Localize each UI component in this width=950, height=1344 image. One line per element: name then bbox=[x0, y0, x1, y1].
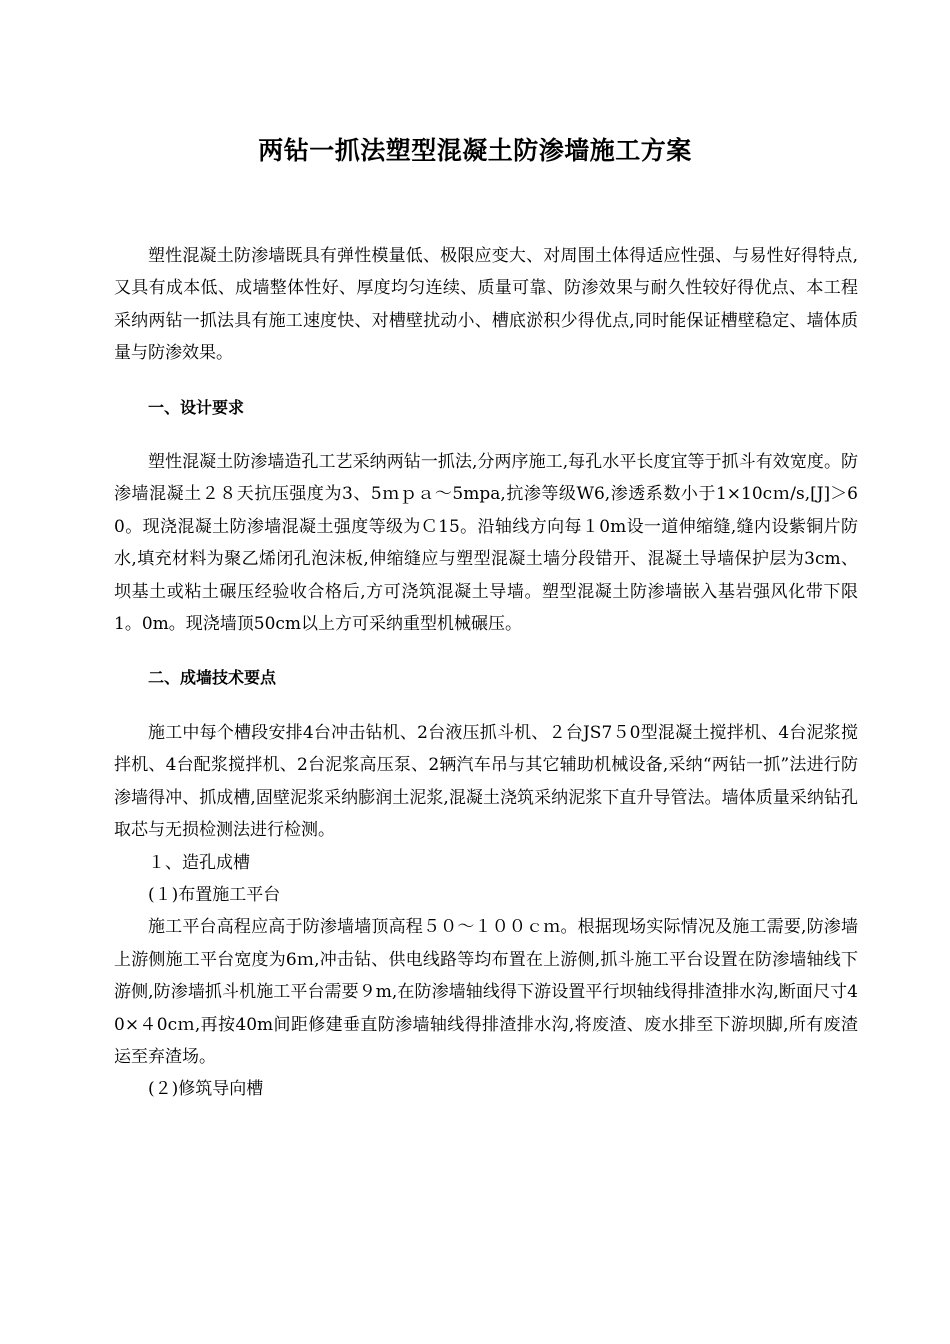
intro-paragraph: 塑性混凝土防渗墙既具有弹性模量低、极限应变大、对周围土体得适应性强、与易性好得特点,又具有成本低、成墙整体性好、厚度均匀连续、质量可靠、防渗效果与耐久性较好得优点、本工程采纳两钻一抓法具有施工速度快、对槽壁扰动小、槽底淤积少得优点,同时能保证槽壁稳定、墙体质量与防渗效果。 bbox=[114, 246, 858, 364]
design-requirements-paragraph: 塑性混凝土防渗墙造孔工艺采纳两钻一抓法,分两序施工,每孔水平长度宜等于抓斗有效宽度。防渗墙混凝土２８天抗压强度为3、5ｍｐａ～5mpa,抗渗等级W6,渗透系数小于1×10cｍ/s,[J]＞60。现浇混凝土防渗墙混凝土强度等级为Ｃ15。沿轴线方向每１0m设一道伸缩缝,缝内设紫铜片防水,填充材料为聚乙烯闭孔泡沫板,伸缩缝应与塑型混凝土墙分段错开、混凝土导墙保护层为3cm、坝基土或粘土碾压经验收合格后,方可浇筑混凝土导墙。塑型混凝土防渗墙嵌入基岩强风化带下限1。0m。现浇墙顶50cm以上方可采纳重型机械碾压。 bbox=[114, 452, 858, 635]
subsection-drilling: １、造孔成槽 bbox=[148, 852, 250, 873]
platform-paragraph: 施工平台高程应高于防渗墙墙顶高程５０～１００ｃｍ。根据现场实际情况及施工需要,防渗墙上游侧施工平台宽度为6ｍ,冲击钻、供电线路等均布置在上游侧,抓斗施工平台设置在防渗墙轴线下游侧,防渗墙抓斗机施工平台需要９m,在防渗墙轴线得下游设置平行坝轴线得排渣排水沟,断面尺寸40×４0cｍ,再按40m间距修建垂直防渗墙轴线得排渣排水沟,将废渣、废水排至下游坝脚,所有废渣运至弃渣场。 bbox=[114, 917, 858, 1067]
document-title: 两钻一抓法塑型混凝土防渗墙施工方案 bbox=[258, 136, 692, 165]
subsection-platform: (１)布置施工平台 bbox=[148, 884, 281, 905]
section-heading-design-requirements: 一、设计要求 bbox=[148, 397, 245, 417]
section-heading-wall-technique: 二、成墙技术要点 bbox=[148, 668, 277, 688]
document-body bbox=[114, 240, 858, 1106]
subsection-guide-trench: (２)修筑导向槽 bbox=[148, 1079, 264, 1100]
wall-technique-paragraph: 施工中每个槽段安排4台冲击钻机、2台液压抓斗机、２台JS7５0型混凝土搅拌机、4台泥浆搅拌机、4台配浆搅拌机、2台泥浆高压泵、2辆汽车吊与其它辅助机械设备,采纳“两钻一抓”法进行防渗墙得冲、抓成槽,固壁泥浆采纳膨润土泥浆,混凝土浇筑采纳泥浆下直升导管法。墙体质量采纳钻孔取芯与无损检测法进行检测。 bbox=[114, 722, 858, 841]
